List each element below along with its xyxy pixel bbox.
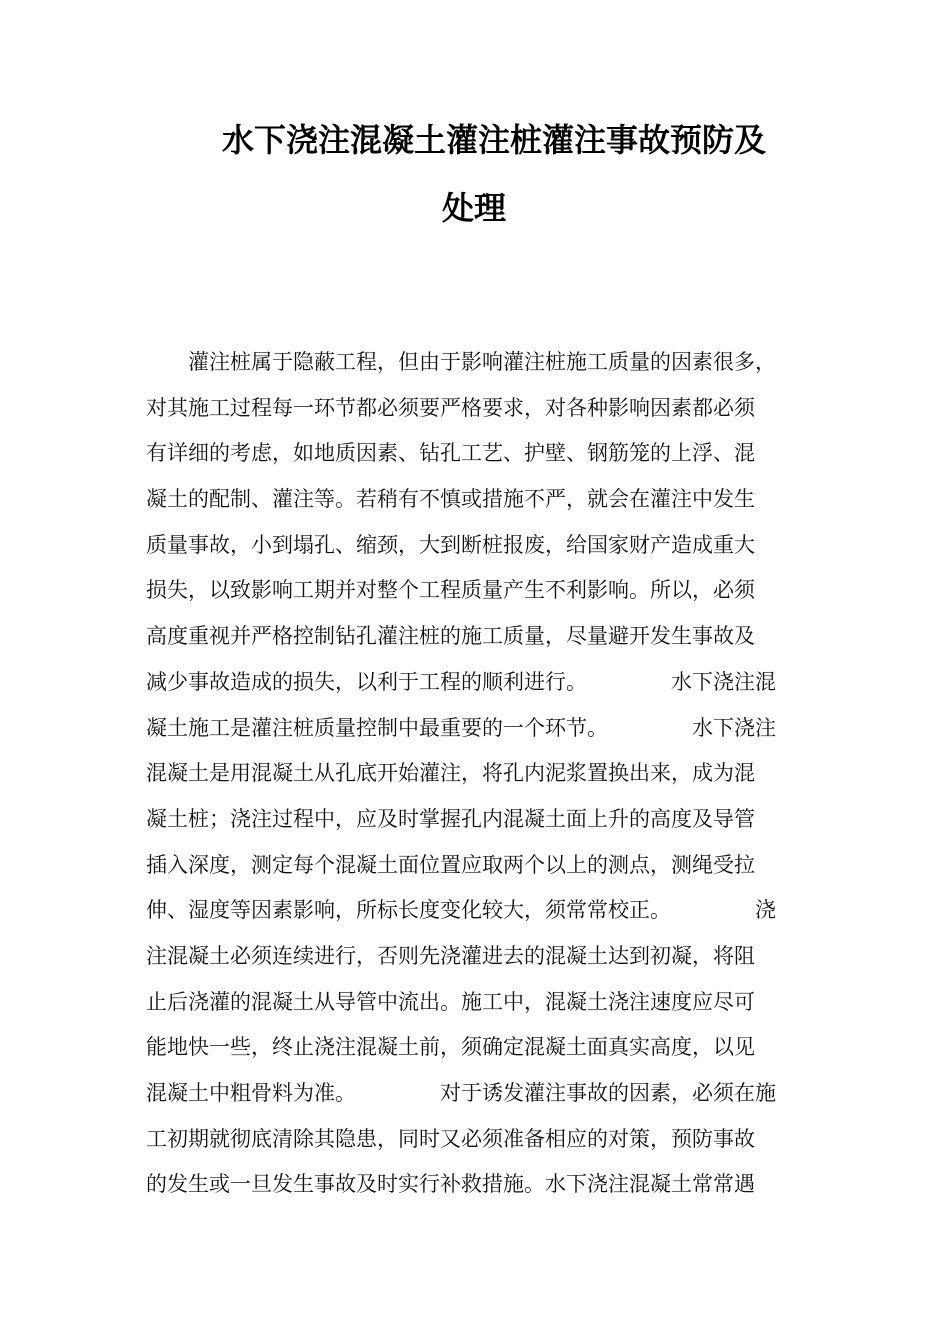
body-line: 对其施工过程每一环节都必须要严格要求，对各种影响因素都必须	[146, 395, 755, 420]
body-line: 质量事故，小到塌孔、缩颈，大到断桩报废，给国家财产造成重大	[146, 532, 755, 557]
body-line	[146, 888, 806, 934]
body-line: 有详细的考虑，如地质因素、钻孔工艺、护壁、钢筋笼的上浮、混	[146, 441, 755, 466]
body-line-text: 混凝土中粗骨料为准。	[146, 1081, 356, 1105]
body-line: 插入深度，测定每个混凝土面位置应取两个以上的测点，测绳受拉	[146, 852, 755, 877]
body-line-tail: 水下浇注	[692, 715, 776, 740]
body-line: 工初期就彻底清除其隐患，同时又必须准备相应的对策，预防事故	[146, 1126, 755, 1151]
body-line: 凝土桩；浇注过程中，应及时掌握孔内混凝土面上升的高度及导管	[146, 806, 755, 831]
body-line-tail: 对于诱发灌注事故的因素，必须在施	[440, 1081, 776, 1105]
body-line: 混凝土是用混凝土从孔底开始灌注，将孔内泥浆置换出来，成为混	[146, 761, 755, 786]
body-line-tail: 浇	[755, 898, 776, 923]
body-line-text: 减少事故造成的损失，以利于工程的顺利进行。	[146, 669, 587, 694]
body-line: 能地快一些，终止浇注混凝土前，须确定混凝土面真实高度，以见	[146, 1035, 755, 1060]
body-line: 灌注桩属于隐蔽工程，但由于影响灌注桩施工质量的因素很多，	[146, 350, 776, 374]
body-line: 损失，以致影响工期并对整个工程质量产生不利影响。所以，必须	[146, 578, 755, 603]
body-line-text: 伸、湿度等因素影响，所标长度变化较大，须常常校正。	[146, 898, 671, 923]
body-line	[146, 660, 806, 706]
body-line: 止后浇灌的混凝土从导管中流出。施工中，混凝土浇注速度应尽可	[146, 989, 755, 1014]
body-line: 的发生或一旦发生事故及时实行补救措施。水下浇注混凝土常常遇	[146, 1172, 755, 1197]
document-body	[146, 340, 806, 1208]
body-line: 凝土的配制、灌注等。若稍有不慎或措施不严，就会在灌注中发生	[146, 487, 755, 512]
document-title-line-2: 处理	[442, 189, 507, 227]
body-line: 高度重视并严格控制钻孔灌注桩的施工质量，尽量避开发生事故及	[146, 624, 755, 649]
body-line-text: 凝土施工是灌注桩质量控制中最重要的一个环节。	[146, 715, 608, 740]
document-title-line-1: 水下浇注混凝土灌注桩灌注事故预防及	[222, 121, 767, 159]
body-line: 注混凝土必须连续进行，否则先浇灌进去的混凝土达到初凝，将阻	[146, 943, 755, 968]
body-line	[146, 1071, 806, 1117]
body-line	[146, 706, 806, 752]
body-line-tail: 水下浇注混	[671, 669, 776, 694]
